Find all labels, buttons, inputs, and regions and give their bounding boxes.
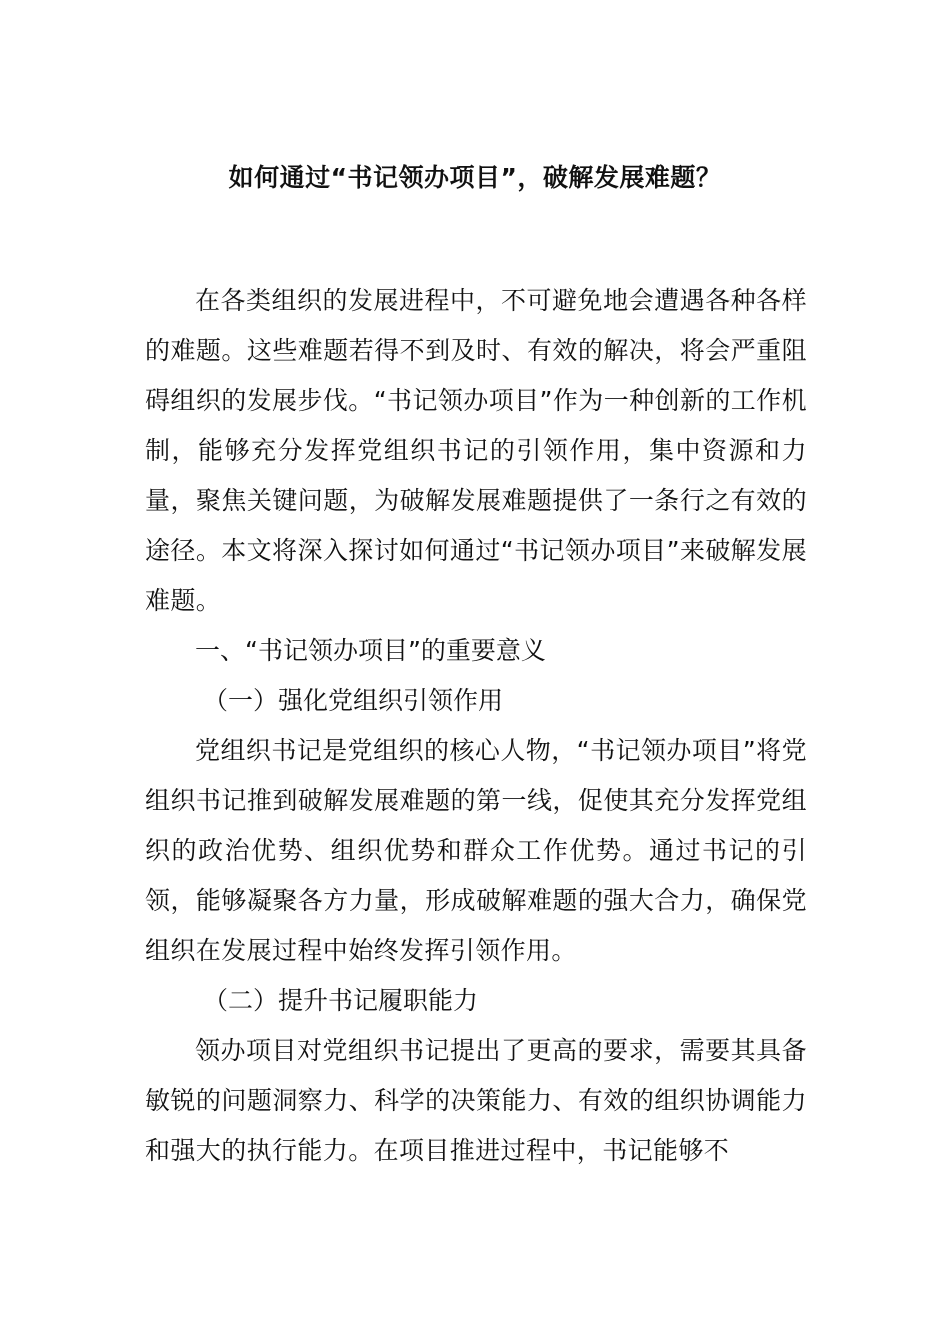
subsection-heading-2: （二）提升书记履职能力 [203,986,479,1015]
paragraph-intro: 在各类组织的发展进程中，不可避免地会遭遇各种各样的难题。这些难题若得不到及时、有效的解决，将会严重阻碍组织的发展步伐。“书记领办项目”作为一种创新的工作机制，能够充分发挥党组织书记的引领作用，集中资源和力量，聚焦关键问题，为破解发展难题提供了一条行之有效的途径。本文将深入探讨如何通过“书记领办项目”来破解发展难题。 [145,286,807,615]
paragraph-1: 党组织书记是党组织的核心人物，“书记领办项目”将党组织书记推到破解发展难题的第一线，促使其充分发挥党组织的政治优势、组织优势和群众工作优势。通过书记的引领，能够凝聚各方力量，形成破解难题的强大合力，确保党组织在发展过程中始终发挥引领作用。 [145,736,807,965]
document-title: 如何通过“书记领办项目”，破解发展难题？ [228,163,722,192]
document-body [145,276,807,1176]
subsection-heading-1: （一）强化党组织引领作用 [203,686,504,715]
paragraph-2: 领办项目对党组织书记提出了更高的要求，需要其具备敏锐的问题洞察力、科学的决策能力、有效的组织协调能力和强大的执行能力。在项目推进过程中，书记能够不 [145,1036,807,1165]
section-heading-1: 一、“书记领办项目”的重要意义 [195,636,546,665]
